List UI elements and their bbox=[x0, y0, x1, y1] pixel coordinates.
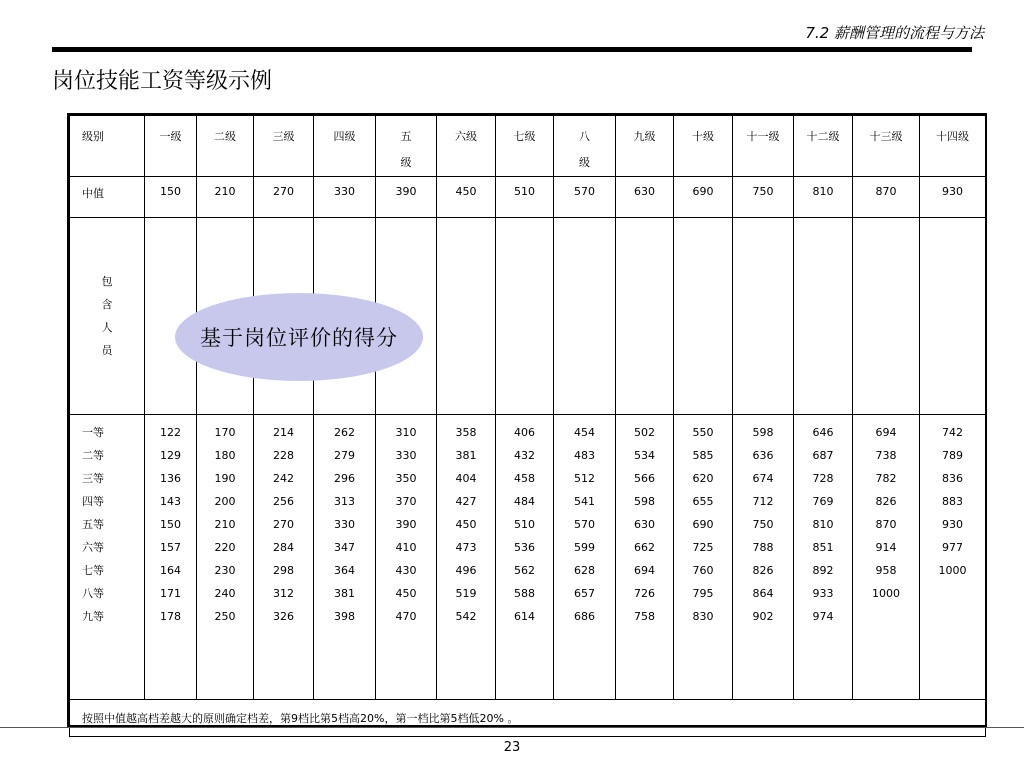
grade-value: 432 bbox=[514, 449, 535, 462]
grade-label: 四等 bbox=[82, 495, 104, 508]
header-cell-text: 级 bbox=[579, 156, 590, 169]
header-rule bbox=[52, 47, 972, 52]
grade-value: 510 bbox=[514, 518, 535, 531]
grade-value: 930 bbox=[942, 518, 963, 531]
grade-value: 541 bbox=[574, 495, 595, 508]
grade-value: 542 bbox=[455, 610, 477, 623]
grade-value: 430 bbox=[395, 564, 417, 577]
header-cell-text: 十三级 bbox=[869, 130, 903, 143]
header-cell-grade bbox=[853, 116, 920, 177]
header-cell-grade bbox=[145, 116, 197, 177]
median-value: 150 bbox=[145, 177, 197, 218]
grade-label: 二等 bbox=[82, 449, 104, 462]
grade-table bbox=[69, 115, 986, 737]
grade-label: 五等 bbox=[82, 518, 104, 531]
grade-value: 789 bbox=[942, 449, 963, 462]
grade-value: 262 bbox=[334, 426, 355, 439]
grade-value: 933 bbox=[812, 587, 834, 600]
page-title: 岗位技能工资等级示例 bbox=[52, 69, 273, 94]
grade-column bbox=[314, 415, 376, 700]
grade-value: 129 bbox=[160, 449, 181, 462]
people-label-cell bbox=[70, 218, 145, 415]
median-value: 510 bbox=[496, 177, 554, 218]
grade-value: 150 bbox=[160, 518, 181, 531]
grade-value: 381 bbox=[455, 449, 477, 462]
grade-column bbox=[254, 415, 314, 700]
grade-value: 687 bbox=[812, 449, 834, 462]
median-value: 750 bbox=[733, 177, 794, 218]
people-cell bbox=[794, 218, 853, 415]
people-label-char: 员 bbox=[101, 344, 113, 357]
median-value: 630 bbox=[616, 177, 674, 218]
header-cell-grade bbox=[733, 116, 794, 177]
grade-value: 242 bbox=[273, 472, 294, 485]
grade-value: 864 bbox=[752, 587, 774, 600]
grade-value: 256 bbox=[273, 495, 294, 508]
grade-value: 279 bbox=[334, 449, 355, 462]
grade-value: 427 bbox=[455, 495, 477, 508]
grade-value: 230 bbox=[214, 564, 236, 577]
grade-value: 473 bbox=[455, 541, 477, 554]
grade-value: 598 bbox=[634, 495, 655, 508]
grade-value: 164 bbox=[160, 564, 181, 577]
grade-value: 180 bbox=[214, 449, 236, 462]
grade-column bbox=[920, 415, 986, 700]
grade-label-cell bbox=[70, 415, 145, 700]
grade-value: 810 bbox=[812, 518, 834, 531]
grade-value: 977 bbox=[942, 541, 963, 554]
header-cell-text: 七级 bbox=[513, 130, 536, 143]
grade-label: 六等 bbox=[82, 541, 104, 554]
grade-value: 674 bbox=[752, 472, 774, 485]
header-cell-grade bbox=[437, 116, 496, 177]
people-cell bbox=[554, 218, 616, 415]
median-label: 中值 bbox=[70, 177, 145, 218]
grade-value: 200 bbox=[214, 495, 236, 508]
median-value: 690 bbox=[674, 177, 733, 218]
grade-value: 157 bbox=[160, 541, 181, 554]
header-cell-text: 级别 bbox=[82, 130, 104, 143]
grade-value: 588 bbox=[514, 587, 535, 600]
grade-value: 270 bbox=[273, 518, 294, 531]
grade-value: 646 bbox=[812, 426, 834, 439]
header-cell-text: 九级 bbox=[633, 130, 656, 143]
people-cell bbox=[674, 218, 733, 415]
grade-value: 404 bbox=[455, 472, 477, 485]
grade-value: 534 bbox=[634, 449, 655, 462]
header-cell-text: 四级 bbox=[333, 130, 356, 143]
header-row bbox=[70, 116, 986, 177]
grade-column bbox=[376, 415, 437, 700]
grade-value: 370 bbox=[395, 495, 417, 508]
grade-value: 210 bbox=[214, 518, 236, 531]
grade-value: 312 bbox=[273, 587, 294, 600]
median-value: 450 bbox=[437, 177, 496, 218]
grade-value: 830 bbox=[692, 610, 714, 623]
grade-value: 136 bbox=[160, 472, 181, 485]
grade-value: 585 bbox=[692, 449, 714, 462]
grade-column bbox=[616, 415, 674, 700]
grade-value: 566 bbox=[634, 472, 655, 485]
grade-column bbox=[554, 415, 616, 700]
grade-value: 628 bbox=[574, 564, 595, 577]
header-cell-grade bbox=[314, 116, 376, 177]
header-cell-grade bbox=[794, 116, 853, 177]
grade-value: 358 bbox=[455, 426, 477, 439]
footer-rule bbox=[0, 727, 1024, 728]
grade-value: 851 bbox=[812, 541, 834, 554]
header-cell-grade bbox=[920, 116, 986, 177]
grade-label: 一等 bbox=[82, 426, 104, 439]
grade-value: 350 bbox=[395, 472, 417, 485]
people-label bbox=[70, 218, 144, 414]
grade-value: 296 bbox=[334, 472, 355, 485]
grade-value: 738 bbox=[875, 449, 897, 462]
grade-value: 1000 bbox=[938, 564, 967, 577]
grade-value: 364 bbox=[334, 564, 355, 577]
callout-ellipse bbox=[175, 293, 423, 381]
grade-value: 562 bbox=[514, 564, 535, 577]
grade-column bbox=[197, 415, 254, 700]
grade-value: 214 bbox=[273, 426, 294, 439]
grade-value: 892 bbox=[812, 564, 834, 577]
grade-value: 122 bbox=[160, 426, 181, 439]
header-cell-text: 三级 bbox=[272, 130, 295, 143]
people-cell bbox=[853, 218, 920, 415]
grade-row bbox=[70, 415, 986, 700]
grade-column bbox=[733, 415, 794, 700]
grade-value: 657 bbox=[574, 587, 595, 600]
grade-value: 330 bbox=[334, 518, 355, 531]
grade-value: 598 bbox=[752, 426, 774, 439]
grade-column bbox=[437, 415, 496, 700]
grade-value: 686 bbox=[574, 610, 595, 623]
median-value: 270 bbox=[254, 177, 314, 218]
grade-label: 九等 bbox=[82, 610, 104, 623]
grade-value: 630 bbox=[634, 518, 655, 531]
header-cell-grade bbox=[197, 116, 254, 177]
grade-value: 470 bbox=[395, 610, 417, 623]
grade-value: 326 bbox=[273, 610, 294, 623]
grade-value: 760 bbox=[692, 564, 714, 577]
median-value: 570 bbox=[554, 177, 616, 218]
grade-value: 450 bbox=[395, 587, 417, 600]
header-cell-grade bbox=[554, 116, 616, 177]
grade-value: 502 bbox=[634, 426, 655, 439]
grade-value: 795 bbox=[692, 587, 714, 600]
header-cell-text: 五 bbox=[400, 130, 412, 143]
grade-value: 902 bbox=[752, 610, 774, 623]
grade-value: 883 bbox=[942, 495, 963, 508]
grade-value: 636 bbox=[752, 449, 774, 462]
grade-value: 836 bbox=[942, 472, 963, 485]
grade-value: 330 bbox=[395, 449, 417, 462]
people-cell bbox=[437, 218, 496, 415]
grade-value: 406 bbox=[514, 426, 535, 439]
grade-value: 381 bbox=[334, 587, 355, 600]
median-value: 930 bbox=[920, 177, 986, 218]
grade-value: 240 bbox=[214, 587, 236, 600]
grade-value: 458 bbox=[514, 472, 535, 485]
people-label-char: 包 bbox=[101, 275, 113, 288]
header-cell-level bbox=[70, 116, 145, 177]
grade-value: 450 bbox=[455, 518, 477, 531]
grade-value: 655 bbox=[692, 495, 714, 508]
header-cell-text: 八 bbox=[579, 130, 590, 143]
median-value: 330 bbox=[314, 177, 376, 218]
grade-value: 726 bbox=[634, 587, 655, 600]
grade-value: 958 bbox=[875, 564, 897, 577]
header-cell-text: 二级 bbox=[214, 130, 236, 143]
grade-value: 170 bbox=[214, 426, 236, 439]
header-cell-grade bbox=[674, 116, 733, 177]
grade-column bbox=[496, 415, 554, 700]
grade-value: 390 bbox=[395, 518, 417, 531]
grade-column bbox=[674, 415, 733, 700]
grade-value: 143 bbox=[160, 495, 181, 508]
header-cell-grade bbox=[496, 116, 554, 177]
people-cell bbox=[920, 218, 986, 415]
grade-value: 536 bbox=[514, 541, 535, 554]
grade-value: 728 bbox=[812, 472, 834, 485]
grade-column bbox=[145, 415, 197, 700]
grade-value: 313 bbox=[334, 495, 355, 508]
median-value: 810 bbox=[794, 177, 853, 218]
page-number: 23 bbox=[503, 740, 521, 755]
grade-value: 298 bbox=[273, 564, 294, 577]
header-cell-text: 十级 bbox=[692, 130, 714, 143]
people-cell bbox=[733, 218, 794, 415]
grade-value: 250 bbox=[214, 610, 236, 623]
median-value: 870 bbox=[853, 177, 920, 218]
grade-value: 694 bbox=[634, 564, 655, 577]
grade-value: 614 bbox=[514, 610, 535, 623]
grade-value: 220 bbox=[214, 541, 236, 554]
grade-value: 550 bbox=[692, 426, 714, 439]
grade-value: 870 bbox=[875, 518, 897, 531]
grade-value: 782 bbox=[875, 472, 897, 485]
section-title: 7.2 薪酬管理的流程与方法 bbox=[805, 24, 984, 42]
grade-label: 三等 bbox=[82, 472, 104, 485]
grade-value: 914 bbox=[875, 541, 897, 554]
note-cell: 按照中值越高档差越大的原则确定档差，第9档比第5档高20%，第一档比第5档低20% 。 bbox=[70, 700, 986, 737]
grade-table-frame bbox=[67, 113, 987, 727]
grade-value: 190 bbox=[214, 472, 236, 485]
grade-value: 484 bbox=[514, 495, 535, 508]
grade-value: 742 bbox=[942, 426, 963, 439]
grade-value: 496 bbox=[455, 564, 477, 577]
grade-value: 398 bbox=[334, 610, 355, 623]
grade-value: 310 bbox=[395, 426, 417, 439]
grade-value: 483 bbox=[574, 449, 595, 462]
header-cell-text: 十二级 bbox=[806, 130, 840, 143]
people-label-char: 含 bbox=[101, 298, 113, 311]
grade-value: 410 bbox=[395, 541, 417, 554]
grade-value: 512 bbox=[574, 472, 595, 485]
grade-label: 八等 bbox=[82, 587, 104, 600]
people-cell bbox=[616, 218, 674, 415]
grade-value: 519 bbox=[455, 587, 477, 600]
header-cell-grade bbox=[616, 116, 674, 177]
note-row bbox=[70, 700, 986, 737]
median-value: 210 bbox=[197, 177, 254, 218]
grade-value: 347 bbox=[334, 541, 355, 554]
grade-value: 171 bbox=[160, 587, 181, 600]
grade-value: 690 bbox=[692, 518, 714, 531]
grade-value: 620 bbox=[692, 472, 714, 485]
grade-value: 769 bbox=[812, 495, 834, 508]
grade-value: 454 bbox=[574, 426, 595, 439]
people-label-char: 人 bbox=[101, 321, 113, 334]
median-value: 390 bbox=[376, 177, 437, 218]
grade-value: 662 bbox=[634, 541, 655, 554]
grade-value: 758 bbox=[634, 610, 655, 623]
header-cell-grade bbox=[254, 116, 314, 177]
grade-value: 750 bbox=[752, 518, 774, 531]
header-cell-text: 六级 bbox=[455, 130, 477, 143]
header-cell-text: 一级 bbox=[159, 130, 182, 143]
median-row bbox=[70, 177, 986, 218]
grade-label: 七等 bbox=[82, 564, 104, 577]
header-cell-text: 级 bbox=[400, 156, 412, 169]
grade-column bbox=[853, 415, 920, 700]
grade-value: 826 bbox=[752, 564, 774, 577]
callout-text: 基于岗位评价的得分 bbox=[200, 326, 398, 350]
grade-value: 178 bbox=[160, 610, 181, 623]
grade-value: 725 bbox=[692, 541, 714, 554]
header-cell-text: 十四级 bbox=[936, 130, 969, 143]
grade-value: 694 bbox=[875, 426, 897, 439]
grade-value: 284 bbox=[273, 541, 294, 554]
grade-column bbox=[794, 415, 853, 700]
grade-value: 599 bbox=[574, 541, 595, 554]
grade-value: 712 bbox=[752, 495, 774, 508]
grade-value: 570 bbox=[574, 518, 595, 531]
grade-value: 788 bbox=[752, 541, 774, 554]
grade-value: 826 bbox=[875, 495, 897, 508]
header-cell-text: 十一级 bbox=[746, 130, 780, 143]
grade-value: 1000 bbox=[872, 587, 900, 600]
grade-value: 974 bbox=[812, 610, 834, 623]
header-cell-grade bbox=[376, 116, 437, 177]
grade-value: 228 bbox=[273, 449, 294, 462]
people-cell bbox=[496, 218, 554, 415]
